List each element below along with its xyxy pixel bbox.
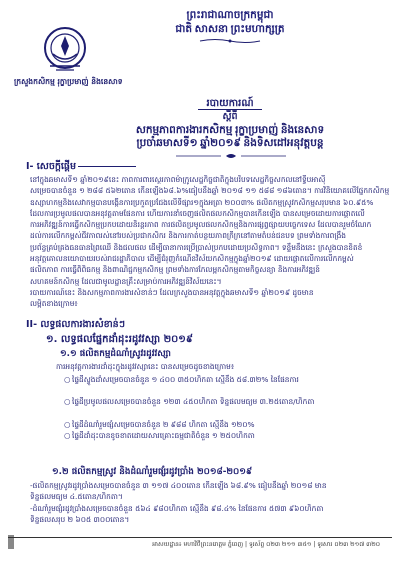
report-regarding: ស្តីពី [222, 112, 238, 122]
list-item-text: ផ្ទៃដីដំណាំរួមផ្សំសម្រេចបានចំនួន ២ ៩៨៨ ហិកតា ស្មើនឹង ១២០% [72, 419, 255, 429]
paragraph-line: ផលិតភាព ការធ្វើពិពិធកម្ម និងពាណិជ្ជកម្មកសិកម្ម ព្រមទាំងការកែលម្អកសិកម្មតាមកិច្ចសន្យា និងការអភិវឌ្ឍន៍ [30, 265, 320, 275]
paragraph-line: របាយការណ៍នេះ និងសកម្មភាពការងារសំខាន់ៗ ដែលក្រសួងបានអនុវត្តក្នុងឆមាសទី១ ឆ្នាំ២០១៩ ដូចមាន [30, 287, 314, 297]
report-subject: សកម្មភាពការងារកសិកម្ម រុក្ខាប្រមាញ់ និងនេសាទ [135, 125, 325, 136]
list-item-text: ផ្ទៃដីប្រមូលផលសម្រេចបានចំនួន ១២៣ ៤៥០ហិកតា ទិន្នផលមធ្យម ៣.២៥តោន/ហិកតា [72, 397, 315, 407]
paragraph-line: ដែលការប្រមូលផលបានអនុវត្តតាមផែនការ ហើយការនាំចេញផលិតផលកសិកម្មបានកើនឡើង បានសម្រេចដោយការផ្តោតលើ [30, 208, 365, 218]
sub-subsection-heading: ១.១ ផលិតកម្មដំណាំស្រូវរដូវវស្សា [60, 349, 171, 359]
section-heading-text: II- លទ្ធផលការងារសំខាន់ៗ [26, 319, 125, 330]
subsection-heading: ១. លទ្ធផលផ្នែកដាំដុះរដូវវស្សា ២០១៩ [46, 334, 193, 345]
paragraph-line: -ផលិតកម្មស្រូវរដូវប្រាំងសម្រេចបានចំនួន ៣ ១១៧ ៤០០តោន កើនឡើង ៦៨.៩% ធៀបនឹងឆ្នាំ ២០១៨ មាន [30, 481, 327, 490]
report-label: របាយការណ៍ [206, 98, 254, 109]
list-item-text: ផ្ទៃដីស្ទូងដាំសម្រេចបានចំនួន ១ ៤០០ ៣៥០ហិកតា ស្មើនឹង ៥៨.៣២% នៃផែនការ [72, 375, 299, 384]
paragraph-line: ការអនុវត្តការងារដាំដុះក្នុងរដូវវស្សានេះ បានសម្រេចដូចខាងក្រោម៖ [56, 362, 235, 371]
bullet-icon: ○ [64, 397, 71, 407]
ministry-emblem-icon [40, 24, 90, 76]
section-heading-results [26, 318, 125, 332]
paragraph-line: លម្អិតខាងក្រោម៖ [30, 299, 78, 309]
section-heading-introduction [26, 160, 136, 174]
dry-season-paragraph [30, 480, 380, 525]
list-item-text: ផ្ទៃដីដាំដុះបានខូចខាតដោយសារគ្រោះធម្មជាតិចំនួន ១ ២៥០ហិកតា [72, 430, 255, 440]
sub-subsection-heading: ១.២ ផលិតកម្មស្រូវ និងដំណាំរួមផ្សំរដូវប្រាំង ២០១៨-២០១៩ [52, 467, 253, 477]
list-item [64, 396, 372, 407]
paragraph-line: នៅក្នុងឆមាសទី១ ឆ្នាំ២០១៩នេះ ភាពការពារស្ថេរភាពម៉ាក្រូសេដ្ឋកិច្ចជាតិក្នុងបរិបទសេដ្ឋកិច្ចសកលនៅទ្វីបអាស៊ី [30, 175, 326, 184]
national-motto: ជាតិ សាសនា ព្រះមហាក្សត្រ [175, 24, 285, 35]
paragraph-line: សម្រេចបានចំនួន ១ ២៨៨ ៥៦២តោន កើនឡើង៦៨.៦%ធៀបនឹងឆ្នាំ ២០១៨ ១១ ៥៨៨ ១៨៦តោន។ ការវិនិយោគលើផ្នែកកសិកម្ម [30, 186, 390, 196]
report-period: ប្រចាំឆមាសទី១ ឆ្នាំ២០១៩ និងទិសដៅអនុវត្តបន្ត [136, 138, 324, 149]
ministry-name: ក្រសួងកសិកម្ម រុក្ខាប្រមាញ់ និងនេសាទ [14, 77, 123, 86]
introduction-paragraph [30, 174, 390, 310]
paragraph-line: ដល់ការលើកកម្ពស់ជីវភាពរស់នៅរបស់ប្រជាកសិករ និងការកាត់បន្ថយភាពក្រីក្រនៅតាមតំបន់ជនបទ ព្រមទាំងការពង្រឹង [30, 231, 346, 241]
results-list [64, 374, 372, 441]
heading-rule [78, 166, 136, 167]
results-intro [56, 361, 376, 372]
paragraph-line: ឧស្សាហកម្មនិងសេវាកម្មបានបង្កើនការប្រកួតប្រជែងលើទីផ្សារ១ក្នុងអត្រា ២០០៣% ផលិតកម្មស្រូវកសិកម្មសរុបមាន ៦០.៩៥% [30, 197, 374, 207]
list-item [64, 419, 372, 430]
paragraph-line: ទិន្នផលមធ្យម ៤.៥តោន/ហិកតា។ [30, 492, 123, 502]
title-divider-icon [176, 153, 286, 159]
footer-rule [8, 537, 392, 538]
bullet-icon: ○ [64, 375, 71, 384]
header-ornament-icon [200, 38, 260, 44]
bullet-icon: ○ [64, 430, 71, 440]
list-item [64, 374, 372, 385]
section-heading-text: I- សេចក្តីផ្តើម [26, 161, 76, 172]
paragraph-line: ប្រព័ន្ធគ្រប់គ្រងធនធានព្រៃឈើ និងជលផល ដើម្បីធានាការប្រើប្រាស់ប្រកបដោយប្រសិទ្ធភាព។ ទន្ទឹមនឹងនេះ ក្រសួងបានខិតខំ [30, 242, 363, 252]
kingdom-name: ព្រះរាជាណាចក្រកម្ពុជា [186, 10, 274, 21]
paragraph-line: ទិន្នផលសរុប ២ ៦០៥ ៣០០តោន។ [30, 514, 130, 524]
footer-address: អាសយដ្ឋាន៖ មហាវិថីព្រះនរោត្តម ភ្នំពេញ | ទូរស័ព្ទ ០២៣ ២១១ ៣៥១ | ទូរសារ ០២៣ ២១៧ ៣២០ [152, 541, 380, 548]
paragraph-line: អនុវត្តគោលនយោបាយរបស់រាជរដ្ឋាភិបាល ដើម្បីជំរុញកំណើនវិស័យកសិកម្មក្នុងឆ្នាំ២០១៩ ដោយផ្តោតលើការលើកកម្ពស់ [30, 254, 354, 264]
paragraph-line: សហគមន៍កសិកម្ម ដែលជាមូលដ្ឋានគ្រឹះសម្រាប់ការអភិវឌ្ឍន៍វិស័យនេះ។ [30, 276, 222, 286]
list-item [64, 430, 372, 441]
paragraph-line: -ដំណាំរួមផ្សំរដូវប្រាំងសម្រេចបានចំនួន ៥៦៤ ៩៨០ហិកតា ស្មើនឹង ៩៨.៤% នៃផែនការ ៥៧៣ ៩៦០ហិកតា [30, 503, 324, 513]
paragraph-line: ការអភិវឌ្ឍន៍ការធ្វើកសិកម្មប្រកបដោយនិរន្តរភាព ការផលិតប្រមូលផលកសិកម្មនិងការផ្សព្វផ្សាយបច្ចេកទេស ដែលបានរួមចំណែក [30, 220, 372, 230]
bullet-icon: ○ [64, 419, 71, 429]
